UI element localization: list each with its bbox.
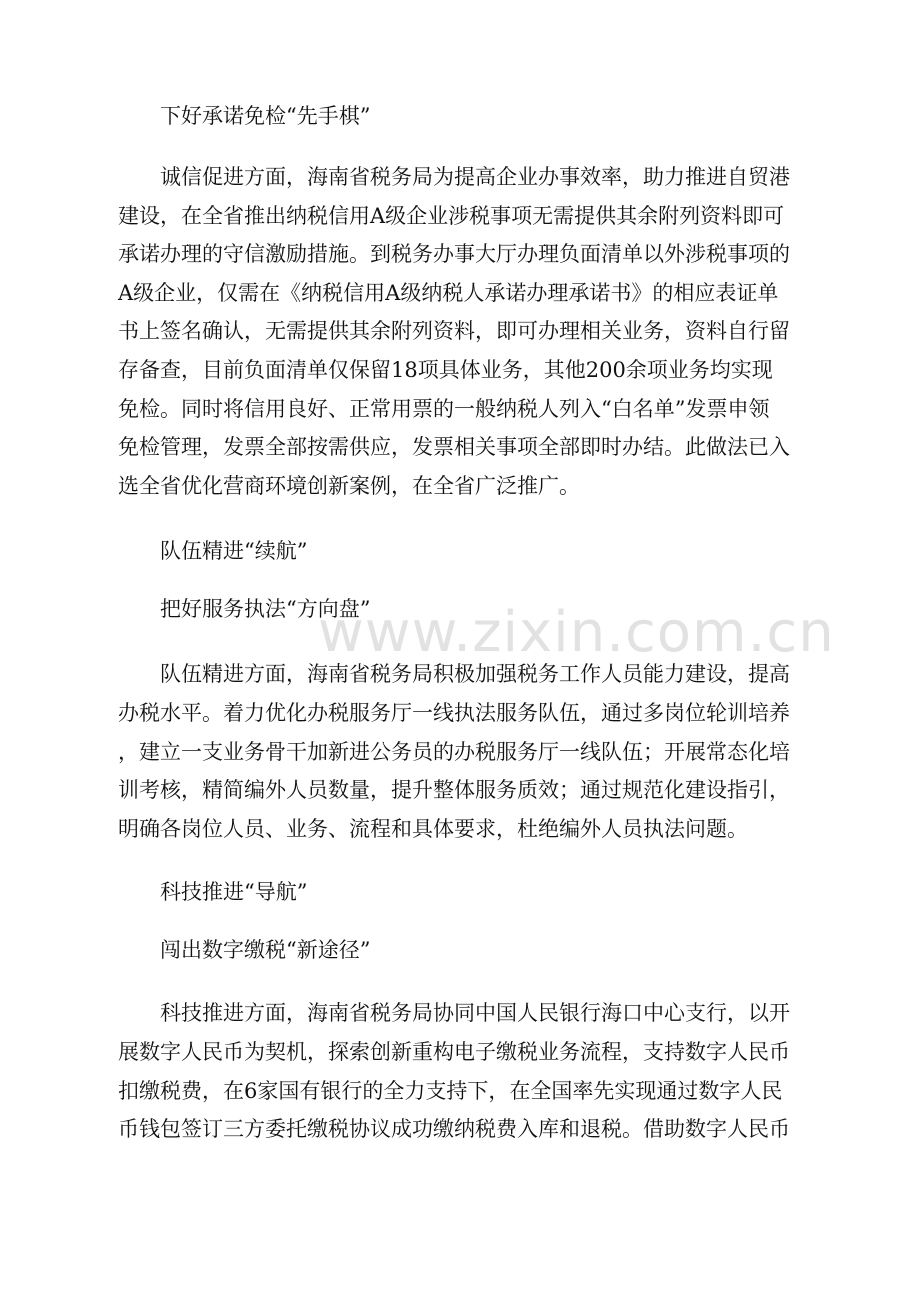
paragraph-line: 选全省优化营商环境创新案例，在全省广泛推广。 xyxy=(118,473,580,498)
para-integrity xyxy=(118,158,804,505)
heading-service-enforcement: 把好服务执法“方向盘” xyxy=(160,597,371,622)
paragraph-line: 训考核，精简编外人员数量，提升整体服务质效；通过规范化建设指引， xyxy=(118,778,790,803)
heading-digital-tax: 闯出数字缴税“新途径” xyxy=(160,938,371,963)
paragraph-line: 诚信促进方面，海南省税务局为提高企业办事效率，助力推进自贸港 xyxy=(160,165,790,189)
paragraph-line: ，建立一支业务骨干加新进公务员的办税服务厅一线队伍；开展常态化培 xyxy=(118,739,790,764)
paragraph-line: A级企业，仅需在《纳税信用A级纳税人承诺办理承诺书》的相应表证单 xyxy=(118,280,779,305)
paragraph-line: 科技推进方面，海南省税务局协同中国人民银行海口中心支行，以开 xyxy=(160,1001,790,1026)
paragraph-line: 明确各岗位人员、业务、流程和具体要求，杜绝编外人员执法问题。 xyxy=(118,816,748,841)
paragraph-line: 存备查，目前负面清单仅保留18项具体业务，其他200余项业务均实现 xyxy=(118,357,773,382)
document-body xyxy=(118,102,804,1149)
paragraph-line: 币钱包签订三方委托缴税协议成功缴纳税费入库和退税。借助数字人民币 xyxy=(118,1117,790,1142)
paragraph-line: 书上签名确认，无需提供其余附列资料，即可办理相关业务，资料自行留 xyxy=(118,319,790,344)
paragraph-line: 办税水平。着力优化办税服务厅一线执法服务队伍，通过多岗位轮训培养 xyxy=(118,700,790,725)
paragraph-line: 承诺办理的守信激励措施。到税务办事大厅办理负面清单以外涉税事项的 xyxy=(118,242,790,267)
paragraph-line: 展数字人民币为契机，探索创新重构电子缴税业务流程，支持数字人民币 xyxy=(118,1039,790,1064)
paragraph-line: 免检。同时将信用良好、正常用票的一般纳税人列入“白名单”发票申领 xyxy=(118,396,770,421)
heading-tech-navigation: 科技推进“导航” xyxy=(160,880,308,905)
para-tech xyxy=(118,994,804,1148)
heading-promise-exemption: 下好承诺免检“先手棋” xyxy=(160,104,371,128)
heading-team-progress: 队伍精进“续航” xyxy=(160,539,308,564)
watermark-text: www.zixin.com.cn xyxy=(318,600,835,665)
para-team xyxy=(118,655,804,848)
paragraph-line: 建设，在全省推出纳税信用A级企业涉税事项无需提供其余附列资料即可 xyxy=(118,203,785,228)
paragraph-line: 队伍精进方面，海南省税务局积极加强税务工作人员能力建设，提高 xyxy=(160,662,790,687)
paragraph-line: 扣缴税费，在6家国有银行的全力支持下，在全国率先实现通过数字人民 xyxy=(118,1078,783,1103)
paragraph-line: 免检管理，发票全部按需供应，发票相关事项全部即时办结。此做法已入 xyxy=(118,435,790,460)
